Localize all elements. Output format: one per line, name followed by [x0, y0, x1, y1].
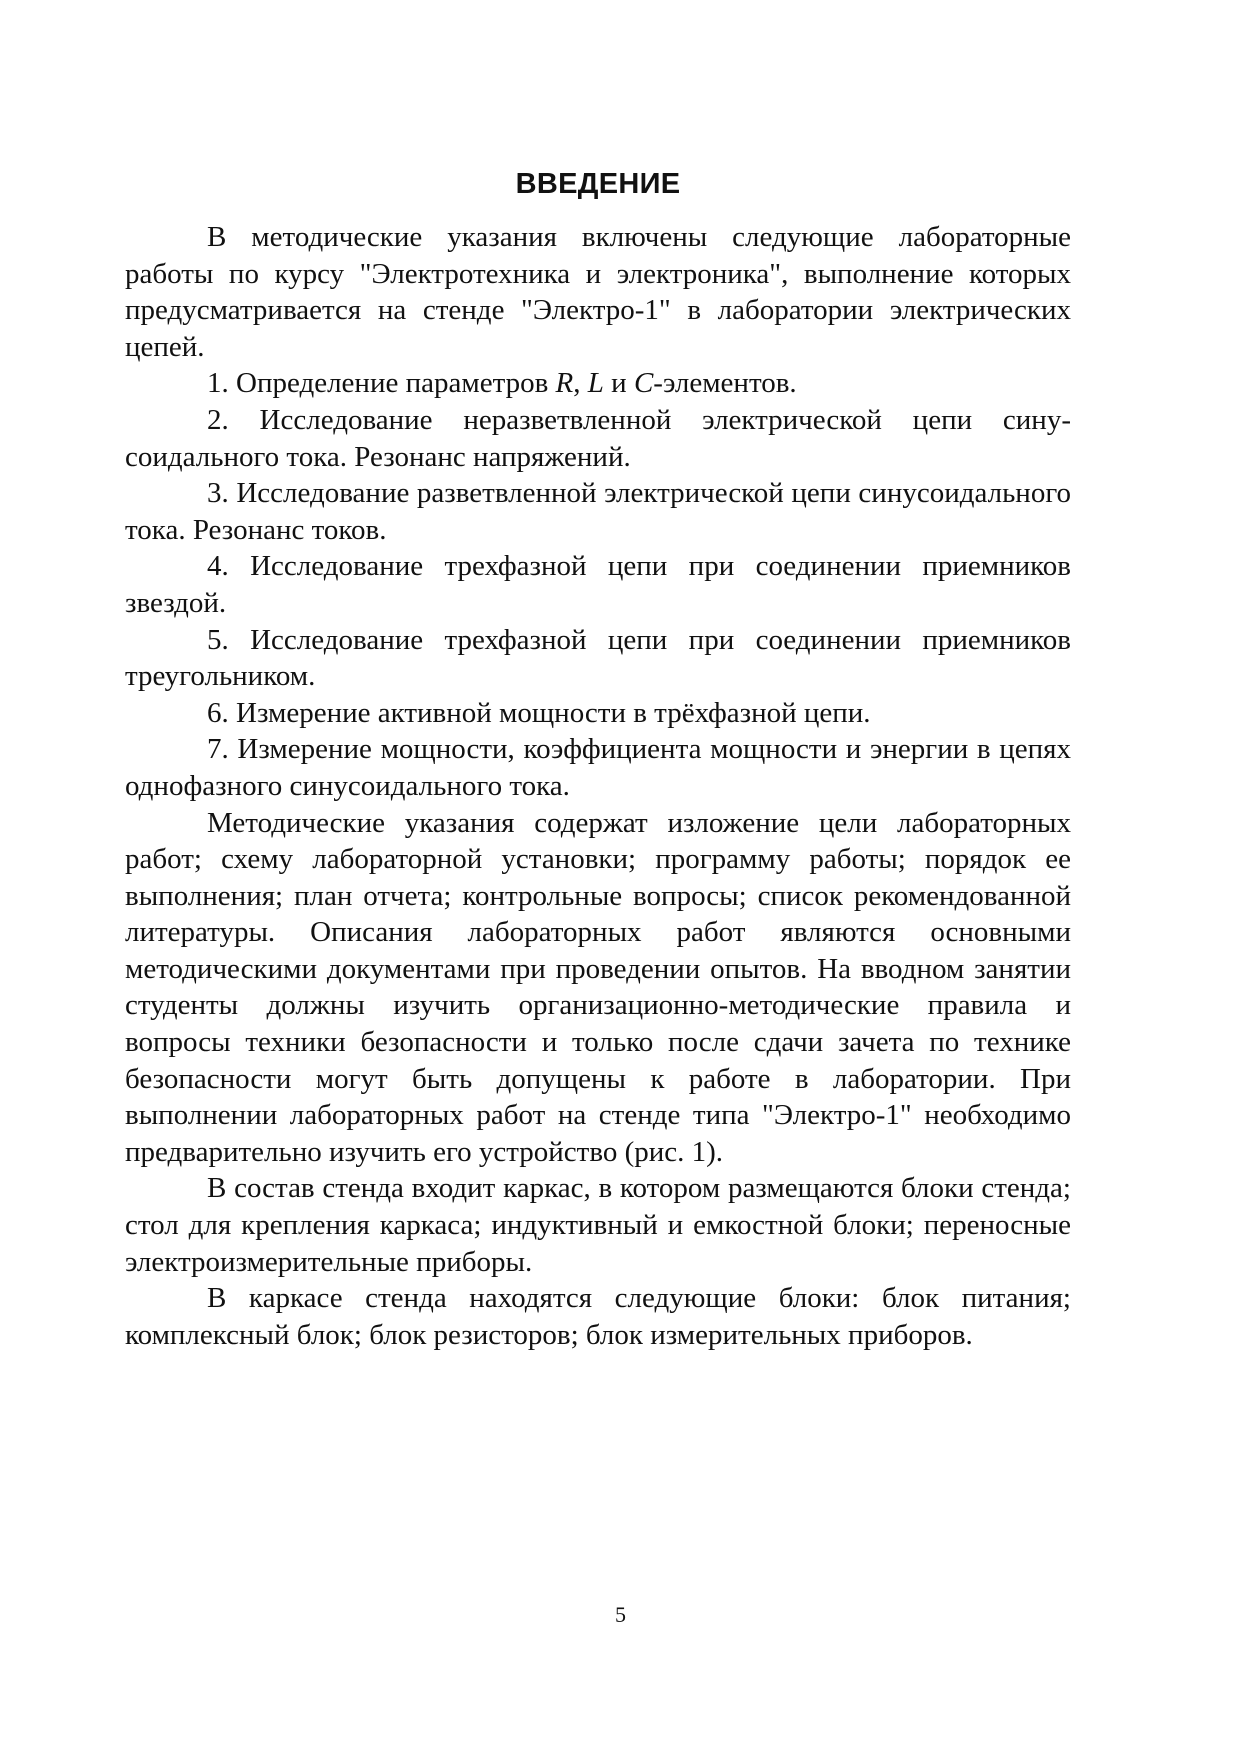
- methods-paragraph: Методические указания содержат изложение цели лабораторных работ; схему лабораторной установки; программу работы; порядок ее выполнения; план отчета; контрольные вопросы; список рекомендованной литературы. Описания лабораторных работ являются основными методическими документами при проведении опытов. На вводном занятии студенты должны изучить организационно-методические правила и вопросы техники безопасности и только после сдачи зачета по технике безопасности могут быть допущены к работе в лаборатории. При выполнении лабораторных работ на стенде типа "Электро-1" необходимо предварительно изучить его устройство (рис. 1).: [125, 806, 1071, 1168]
- list-item-4: 4. Исследование трехфазной цепи при соединении приемников звездой.: [125, 550, 1071, 619]
- list-item-1-prefix: 1. Определение параметров: [207, 367, 556, 400]
- list-item-1: [125, 365, 1071, 402]
- list-item-6: 6. Измерение активной мощности в трёхфазной цепи.: [207, 696, 871, 729]
- stand-paragraph: В состав стенда входит каркас, в котором размещаются блоки стенда; стол для крепления каркаса; индуктивный и емкостной блоки; переносные электроизмерительные приборы.: [125, 1172, 1071, 1278]
- symbol-l: L: [587, 367, 604, 400]
- symbol-r: R: [555, 367, 574, 400]
- list-item-3: 3. Исследование разветвленной электрической цепи синусоидального тока. Резонанс токов.: [125, 477, 1071, 546]
- page-body: [125, 168, 1071, 1353]
- list-item-5: 5. Исследование трехфазной цепи при соединении приемников треугольником.: [125, 623, 1071, 693]
- page-number: 5: [615, 1602, 626, 1627]
- page-title: ВВЕДЕНИЕ: [515, 168, 681, 200]
- list-item-2: 2. Исследование неразветвленной электрической цепи синусоидального тока. Резонанс напряжений.: [125, 403, 1071, 473]
- list-item-1-sep1: ,: [573, 367, 588, 400]
- blocks-paragraph: В каркасе стенда находятся следующие блоки: блок питания; комплексный блок; блок резисторов; блок измерительных приборов.: [125, 1282, 1071, 1351]
- list-item-7: 7. Измерение мощности, коэффициента мощности и энергии в цепях однофазного синусоидального тока.: [125, 733, 1071, 802]
- intro-paragraph: В методические указания включены следующие лабораторные работы по курсу "Электротехника и электроника", выполнение которых предусматривается на стенде "Электро-1" в лаборатории электрических цепей.: [125, 221, 1071, 363]
- list-item-1-suffix: -элементов.: [653, 367, 797, 400]
- symbol-c: C: [633, 367, 654, 400]
- list-item-1-sep2: и: [603, 367, 634, 400]
